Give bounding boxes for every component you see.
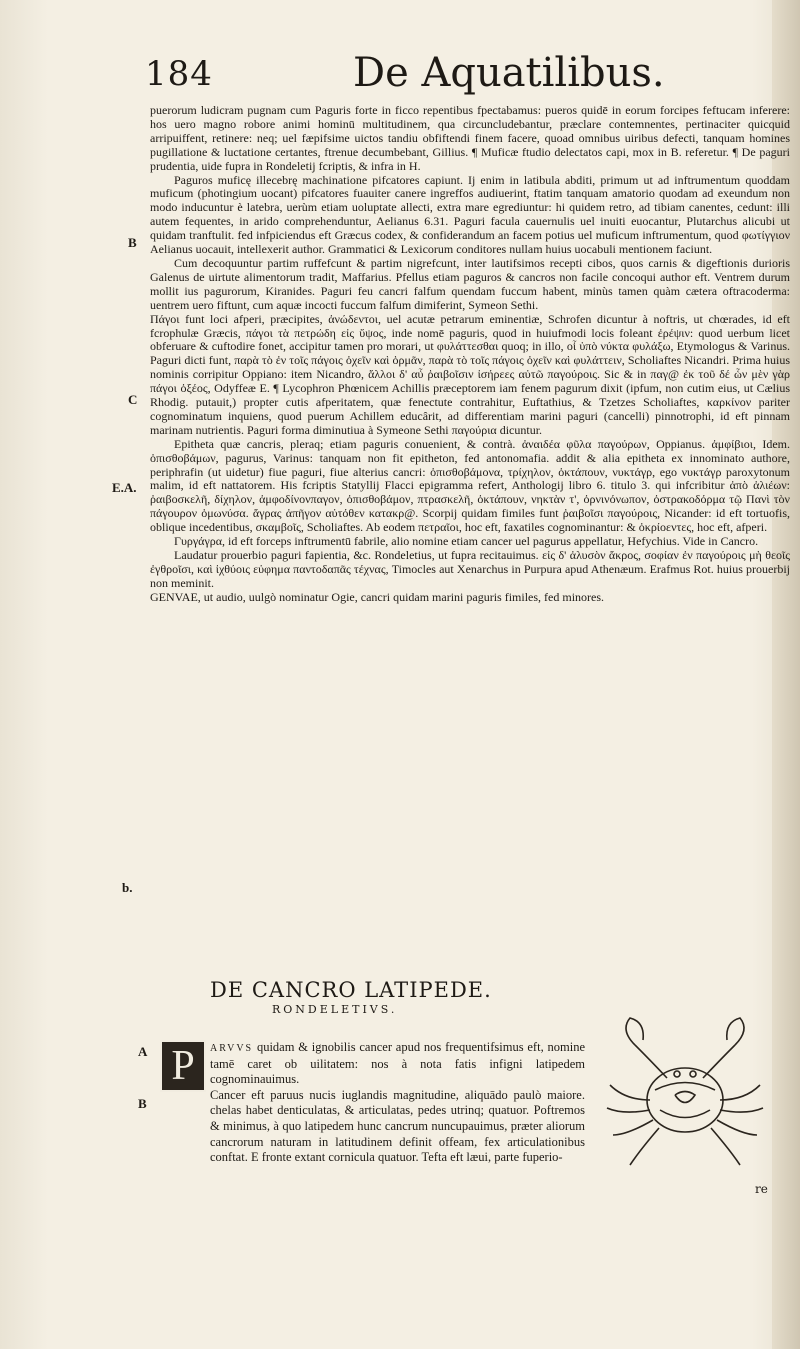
section-title: DE CANCRO LATIPEDE. bbox=[210, 978, 492, 1002]
paragraph: Cancer eft paruus nucis iuglandis magnitudine, aliquādo paulò maiore. chelas habet denticulatas, & articulatas, pedes utrinq; quatuor. Poftremos & minimus, à quo latipedem hunc cancrum nuncupauimus, præter aliorum cancrorum naturam in latitudinem definit offeam, fex articulationibus conftat. E fronte extant cornicula quatuor. Tefta eft læui, parte fuperio- bbox=[210, 1087, 585, 1165]
margin-note: A bbox=[138, 1044, 148, 1059]
paragraph: Laudatur prouerbio paguri fapientia, &c. Rondeletius, ut fupra recitauimus. εἰς δ' ἀλυσὸν ἄκρος, σοφίαν ἐν παγούροις μὴ θεοῖς ἐγθροῖσι, καὶ ἰχθύοις εὐφημα παντοδαπᾶς τέχνας, Timocles aut Xenarchus in Purpura apud Athenæum. Erafmus Rot. huius prouerbij non meminit. bbox=[150, 548, 790, 590]
paragraph: puerorum ludicram pugnam cum Paguris forte in ficco repentibus fpectabamus: pueros quidē in eorum forcipes feftucam inferere: hos uero magno robore animi hominū multitudinem, qua circuncludebantur, præclare contemnentes, pertinaciter quicquid arripuiffent, retinere: neq; uel fæpifsime uictos tandiu obfiftendi finem facere, quoad omnibus uiribus defecti, tanquam homines pugillatione & luctatione certantes, ftrenue decumbebant, Gillius. ¶ Muficæ ftudio delectatos capi, mox in B. referetur. ¶ De paguri prudentia, uide fupra in Rondeletij fcriptis, & infra in H. bbox=[150, 103, 790, 173]
decorated-initial: P bbox=[160, 1040, 206, 1092]
paragraph: Γυργάγρα, id eft forceps inftrumentū fabrile, alio nomine etiam cancer uel pagurus appellatur, Hefychius. Vide in Cancro. bbox=[174, 534, 759, 549]
catchword: re bbox=[755, 1182, 768, 1196]
margin-note: B bbox=[138, 1096, 147, 1111]
margin-note: C bbox=[128, 392, 138, 407]
margin-note: E.A. bbox=[112, 480, 137, 495]
paragraph-text: quidam & ignobilis cancer apud nos frequentifsimus eft, nomine tamē caret ob uilitatem: nos à nota fatis infigni latipedem cognominauimus. bbox=[210, 1040, 586, 1087]
page-header bbox=[145, 50, 665, 100]
margin-note: B bbox=[128, 235, 137, 250]
running-title: De Aquatilibus. bbox=[353, 50, 665, 96]
page-number: 184 bbox=[145, 54, 213, 94]
paragraph bbox=[160, 1040, 585, 1088]
margin-note: b. bbox=[122, 880, 133, 895]
section-author: RONDELETIVS. bbox=[272, 1003, 398, 1016]
paragraph: Πάγοι funt loci afperi, præcipites, ἀνώδεντοι, uel acutæ petrarum eminentiæ, Schrofen dicuntur à noftris, ut chœrades, id eft fcrophulæ Græcis, πάγοι τὰ πετρώδη εἰς ὕψος, inde nomē paguris, quod in huiufmodi locis foleant ἐρέψιν: quod uerbum licet obferuare & cuftodire fonet, accipitur tamen pro morari, ut φυλάττεσθαι quoq; in illo, οἷ ὑπὸ νύκτα φυλάξω, Etymologus & Varinus. Paguri dicti funt, παρὰ τὸ ἐν τοῖς πάγοις ὀχεῖν καὶ ὁρμᾶν, παρὰ τὸ τοῖς πάγοις ὀχεῖν καὶ φυλάττειν, Scholiaftes Nicandri. Prima huius nominis corripitur Oppiano: item Nicandro, ἄλλοι δ' αὖ ῥαιβοῖσιν ἰσήρεες αὐτῶ παγούροις. Sic & in παγ@ ἐκ τοῦ δέ ὧν μὲν γὰρ πάγοι ὀξέος, Odyffeæ E. ¶ Lycophron Phœnicem Achillis præceptorem iam fenem pagurum dixit (ipfum, non cutim eius, ut Cælius Rhodig. putauit,) propter cutis afperitatem, quæ fenectute contrahitur, Euftathius, & Tzetzes Scholiaftes, καρκίνον pariter cognominatum inquiens, quod puerum Achillem educârit, ad differentiam marini paguri (cancelli) pinnotrophi, id eft pinnam marinam nutrientis. Paguri forma diminutiua à Symeone Sethi παγούρια dicuntur. bbox=[150, 311, 790, 437]
paragraph: Cum decoquuntur partim ruffefcunt & partim nigrefcunt, inter lautifsimos recepti cibos, quos carnis & digeftionis durioris Galenus de uirtute alimentorum tradit, Maffarius. Pfellus etiam paguros & cancros non facile concoqui author eft. Ventrem durum mollit ius pagurorum, Kiranides. Paguri feu cancri falfum quendam fuccum habent, minùs tamen quàm cætera oftracoderma: uentrem uero fiftunt, cum aquæ incocti fuccum falfum dimiferint, Symeon Sethi. bbox=[150, 255, 790, 312]
paragraph: GENVAE, ut audio, uulgò nominatur Ogie, cancri quidam marini paguris fimiles, fed minores. bbox=[150, 589, 605, 604]
crab-woodcut-image bbox=[595, 1000, 775, 1180]
first-word: ARVVS bbox=[210, 1043, 254, 1054]
section-text bbox=[160, 1040, 585, 1166]
paragraph: Epitheta quæ cancris, pleraq; etiam paguris conuenient, & contrà. ἀναιδέα φῦλα παγούρων, Oppianus. ἀμφίβιοι, Idem. ὀπισθοβάμων, pagurus, Varinus: tanquam non fit epitheton, fed antonomafia. addit & alia epitheta ex innominato authore, periphrafin (ut uidetur) fiue paguri, fiue alterius cancri: ὀπισθοβάμονα, τρίχηλον, ὀκτάπουν, νυκτάγρ, ego νυκτάγρ paroxytonum malim, id eft nattatorem. His fcriptis Statyllij Flacci epigramma refert, Anthologij libro 6. titulo 3. qui infcribitur ἀπὸ ἁλιέων: ῥαιβοσκελῆ, δίχηλον, ἀμφοδίνονπαγον, ὀπισθοβάμον, πτρασκελῆ, ὀκτάπουν, νηκτὰν τ', ὀρνινόνωπον, ὀστρακοδόρμα τῷ Πανὶ τὸν πάγουρον ὁμωνύσα. ἄγρας ἀπῆγον αὐτόθεν κατακρ@. Scorpij quidam fimiles funt ῥαιβοῖσι παγούροις, Nicander: id eft tortuofis, oblique incedentibus, σκαμβοῖς, Scholiaftes. Ab eodem πετραῖοι, hoc eft, faxatiles cognominantur: & ὀκρίοεντες, hoc eft, afperi. bbox=[150, 436, 790, 535]
main-text bbox=[150, 104, 790, 605]
paragraph: Paguros muficę illecebrę machinatione pifcatores capiunt. Ij enim in latibula abditi, primum ut ad inftrumentum quoddam muficum (photingium uocant) pifcatores fuauiter canere ingreffos audiuerint, ftatim tanquam amatorio quodam ad exeundum non modo inducuntur è latebra, uerùm etiam uoluptate allecti, extra mare egrediuntur: hi quidem retro, ad tibiam canentes, cedunt: illi autem fequentes, in arido comprehenduntur, Aelianus 6.31. Paguri facula cauernulis uel inuiti euocantur, Plutarchus alicubi ut quidam tranftulit. fed infpiciendus eft Græcus codex, & confiderandum an facem potius uel muficum inftrumentum, quod φωτίγγιον Aelianus uocauit, intellexerit author. Grammatici & Lexicorum conditores nullam huius uocabuli mentionem faciunt. bbox=[150, 172, 790, 257]
